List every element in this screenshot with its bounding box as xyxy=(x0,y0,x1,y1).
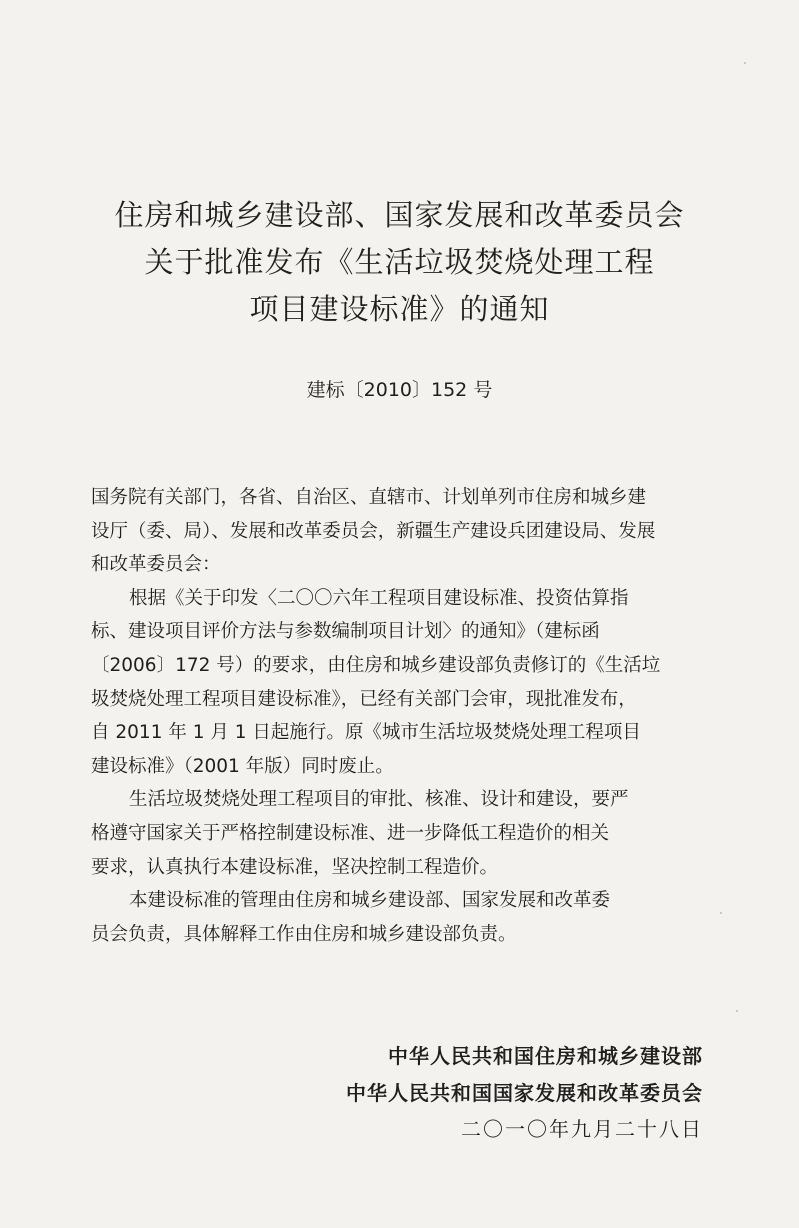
signature-block xyxy=(346,1038,703,1148)
body-line: 国务院有关部门，各省、自治区、直辖市、计划单列市住房和城乡建 xyxy=(91,487,647,508)
body-line: 员会负责，具体解释工作由住房和城乡建设部负责。 xyxy=(91,923,517,945)
scan-speck xyxy=(720,912,722,914)
title-line-1: 住房和城乡建设部、国家发展和改革委员会 xyxy=(114,198,685,232)
paragraph-1 xyxy=(91,582,751,784)
body-line: 本建设标准的管理由住房和城乡建设部、国家发展和改革委 xyxy=(129,890,611,912)
issue-date: 二〇一〇年九月二十八日 xyxy=(461,1117,703,1141)
body-line: 自 2011 年 1 月 1 日起施行。原《城市生活垃圾焚烧处理工程项目 xyxy=(91,722,641,744)
body-line: 标、建设项目评价方法与参数编制项目计划〉的通知》（建标函 xyxy=(91,621,600,643)
paragraph-3 xyxy=(91,884,751,951)
body-line: 设厅（委、局）、发展和改革委员会，新疆生产建设兵团建设局、发展 xyxy=(91,520,656,542)
body-line: 圾焚烧处理工程项目建设标准》，已经有关部门会审，现批准发布， xyxy=(91,688,637,710)
scan-speck xyxy=(744,62,746,64)
document-number: 建标〔2010〕152 号 xyxy=(306,379,493,401)
title-line-3: 项目建设标准》的通知 xyxy=(249,292,550,326)
notice-title xyxy=(95,192,704,333)
signatory-org-2: 中华人民共和国国家发展和改革委员会 xyxy=(346,1080,703,1105)
signatory-org-1: 中华人民共和国住房和城乡建设部 xyxy=(388,1044,703,1068)
body-line: 要求，认真执行本建设标准，坚决控制工程造价。 xyxy=(91,856,499,878)
notice-body xyxy=(91,481,751,951)
body-line: 格遵守国家关于严格控制建设标准、进一步降低工程造价的相关 xyxy=(91,822,610,844)
body-line: 根据《关于印发〈二〇〇六年工程项目建设标准、投资估算指 xyxy=(129,587,629,609)
scan-speck xyxy=(736,1010,738,1012)
body-line: 建设标准》（2001 年版）同时废止。 xyxy=(91,755,394,777)
body-line: 〔2006〕172 号）的要求，由住房和城乡建设部负责修订的《生活垃 xyxy=(91,654,661,676)
body-line: 生活垃圾焚烧处理工程项目的审批、核准、设计和建设，要严 xyxy=(129,789,629,811)
body-line: 和改革委员会： xyxy=(91,554,221,576)
addressee-block xyxy=(91,481,751,582)
title-line-2: 关于批准发布《生活垃圾焚烧处理工程 xyxy=(144,245,655,279)
paragraph-2 xyxy=(91,783,751,884)
